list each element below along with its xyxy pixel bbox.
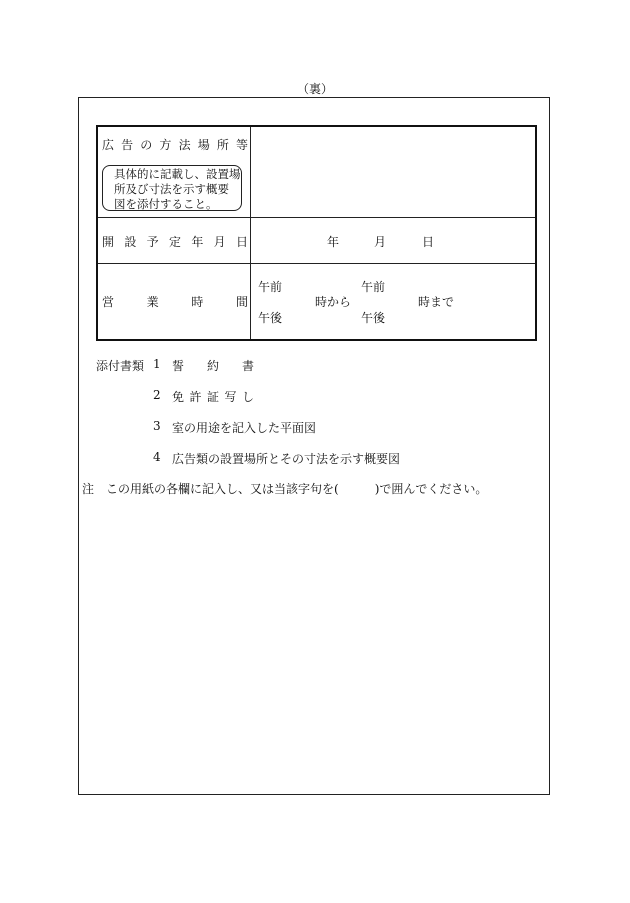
attachment-floor-plan: 室の用途を記入した平面図: [172, 421, 317, 435]
label-advertising-method: 広 告 の 方 法 場 所 等: [102, 138, 248, 152]
attachment-number: 4: [153, 450, 161, 464]
year-label: 年: [327, 235, 340, 249]
attachment-number: 1: [153, 357, 161, 371]
pm-option-end[interactable]: 午後: [361, 311, 386, 325]
from-label: 時から: [315, 295, 352, 309]
am-option-end[interactable]: 午前: [361, 280, 386, 294]
attachment-signage-diagram: 広告類の設置場所とその寸法を示す概要図: [172, 452, 401, 466]
bracket-note: 具体的に記載し、設置場 所及び寸法を示す概要 図を添付すること。: [102, 165, 242, 211]
business-hours-field[interactable]: [251, 264, 535, 339]
am-option-start[interactable]: 午前: [258, 280, 283, 294]
until-label: 時まで: [418, 295, 455, 309]
label-cell-business-hours: [98, 264, 251, 339]
attachments-label: 添付書類: [96, 359, 145, 373]
footnote-text: この用紙の各欄に記入し、又は当該字句を( )で囲んでください。: [106, 482, 488, 496]
label-cell-opening-date: [98, 218, 251, 263]
attachment-pledge: 誓 約 書: [172, 359, 254, 373]
row-business-hours: [98, 264, 535, 339]
attachment-number: 2: [153, 388, 161, 402]
footnote: [82, 480, 487, 497]
attachment-license-copy: 免 許 証 写 し: [172, 390, 254, 404]
row-opening-date: [98, 218, 535, 264]
label-cell-advertising: [98, 127, 251, 217]
attachment-number: 3: [153, 419, 161, 433]
opening-date-field[interactable]: [251, 218, 535, 263]
row-advertising-method: [98, 127, 535, 218]
advertising-method-field[interactable]: [251, 127, 535, 217]
day-label: 日: [422, 235, 435, 249]
page-title: （裏）: [296, 82, 333, 96]
label-business-hours: 営 業 時 間: [102, 295, 248, 309]
form-table: [96, 125, 537, 341]
label-opening-date: 開 設 予 定 年 月 日: [102, 235, 248, 249]
footnote-prefix: 注: [82, 482, 95, 496]
pm-option-start[interactable]: 午後: [258, 311, 283, 325]
month-label: 月: [374, 235, 387, 249]
